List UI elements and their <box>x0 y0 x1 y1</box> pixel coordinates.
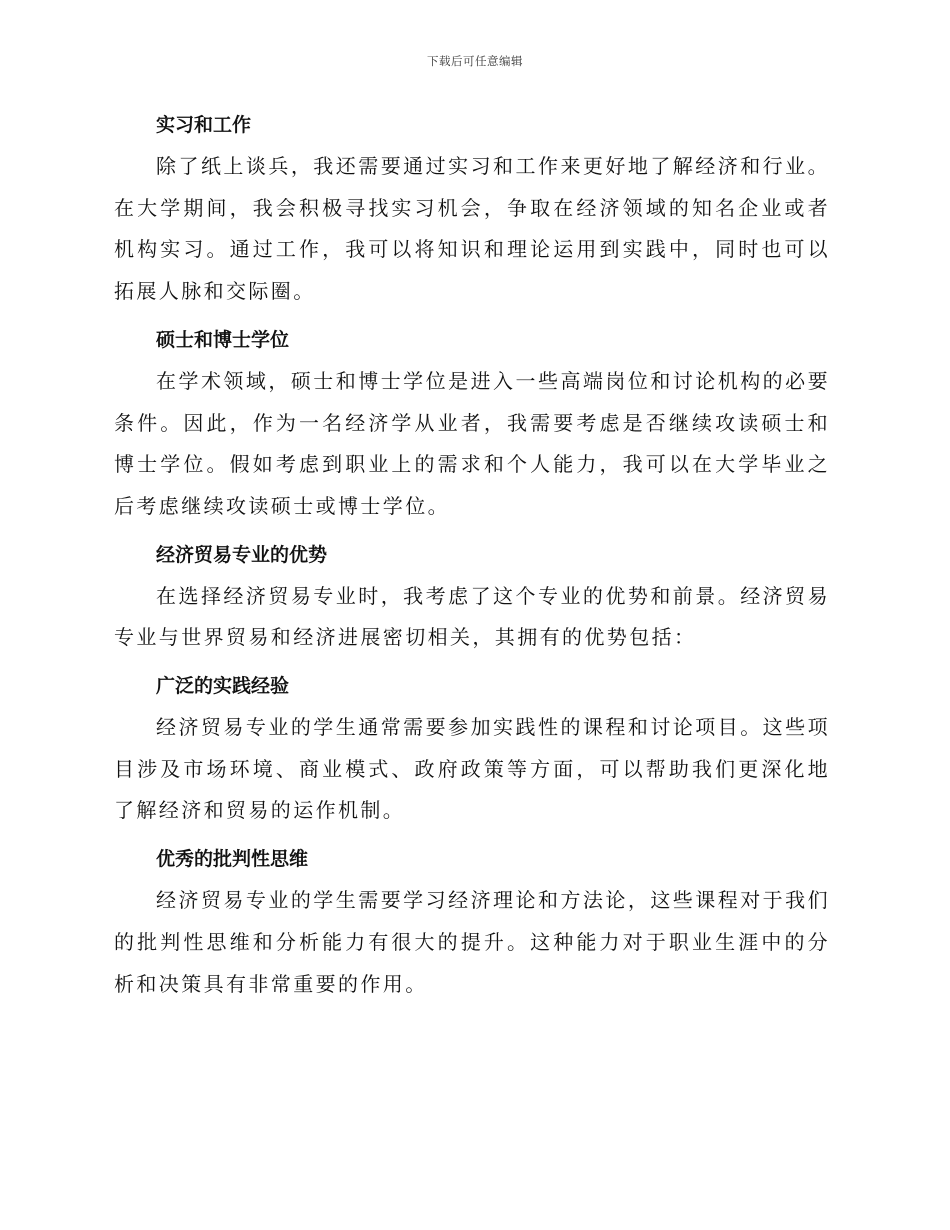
section-practical-experience <box>114 665 830 832</box>
section-heading: 广泛的实践经验 <box>156 675 290 698</box>
section-paragraph: 除了纸上谈兵，我还需要通过实习和工作来更好地了解经济和行业。在大学期间，我会积极寻找实习机会，争取在经济领域的知名企业或者机构实习。通过工作，我可以将知识和理论运用到实践中，同时也可以拓展人脉和交际圈。 <box>114 154 830 304</box>
section-major-advantages <box>114 534 830 659</box>
page-header-note: 下载后可任意编辑 <box>427 54 523 68</box>
document-body <box>114 104 830 1011</box>
section-heading: 经济贸易专业的优势 <box>156 543 328 566</box>
section-paragraph: 在选择经济贸易专业时，我考虑了这个专业的优势和前景。经济贸易专业与世界贸易和经济进展密切相关，其拥有的优势包括： <box>114 583 830 650</box>
section-paragraph: 经济贸易专业的学生通常需要参加实践性的课程和讨论项目。这些项目涉及市场环境、商业模式、政府政策等方面，可以帮助我们更深化地了解经济和贸易的运作机制。 <box>114 715 830 823</box>
section-paragraph: 经济贸易专业的学生需要学习经济理论和方法论，这些课程对于我们的批判性思维和分析能力有很大的提升。这种能力对于职业生涯中的分析和决策具有非常重要的作用。 <box>114 888 830 996</box>
section-heading: 实习和工作 <box>156 114 252 136</box>
section-internship <box>114 104 830 313</box>
section-paragraph: 在学术领域，硕士和博士学位是进入一些高端岗位和讨论机构的必要条件。因此，作为一名经济学从业者，我需要考虑是否继续攻读硕士和博士学位。假如考虑到职业上的需求和个人能力，我可以在大学毕业之后考虑继续攻读硕士或博士学位。 <box>114 368 830 518</box>
section-heading: 硕士和博士学位 <box>156 328 290 351</box>
section-heading: 优秀的批判性思维 <box>156 848 309 871</box>
section-critical-thinking <box>114 838 830 1005</box>
section-graduate-degrees <box>114 319 830 528</box>
